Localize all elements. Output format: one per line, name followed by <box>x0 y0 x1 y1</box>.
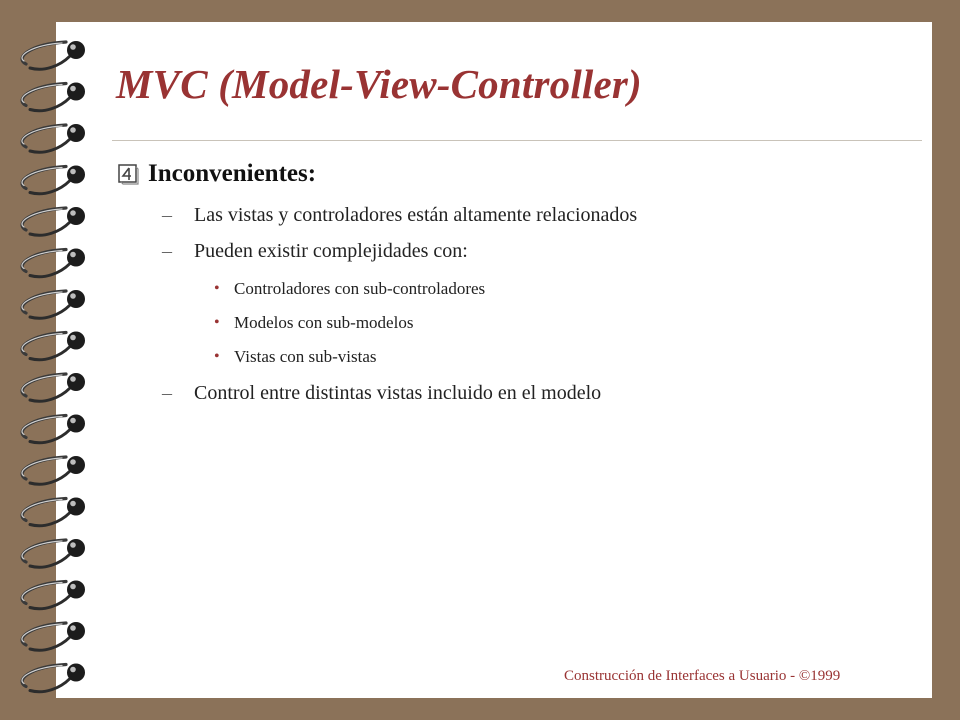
sub-list-item-text: Vistas con sub-vistas <box>234 347 377 366</box>
title-divider <box>112 140 922 141</box>
numbered-4-bullet-icon <box>116 162 140 186</box>
list-item-text: Las vistas y controladores están altamente relacionados <box>194 203 638 226</box>
sub-list-item <box>214 278 485 300</box>
dash-marker: – <box>162 381 172 404</box>
sub-list-item <box>214 346 377 368</box>
dash-marker: – <box>162 239 172 262</box>
dot-marker: • <box>214 280 220 297</box>
slide-footer: Construcción de Interfaces a Usuario - ©1999 <box>564 668 841 684</box>
list-item-text: Pueden existir complejidades con: <box>194 239 468 262</box>
heading-row <box>116 158 316 190</box>
list-item <box>162 380 601 406</box>
list-item <box>162 238 468 264</box>
slide-page <box>56 22 932 698</box>
sub-list-item <box>214 312 413 334</box>
list-item-text: Control entre distintas vistas incluido en el modelo <box>194 381 602 404</box>
dot-marker: • <box>214 348 220 365</box>
sub-list-item-text: Modelos con sub-modelos <box>234 313 414 332</box>
sub-list-item-text: Controladores con sub-controladores <box>234 279 486 298</box>
list-item <box>162 202 637 228</box>
dot-marker: • <box>214 314 220 331</box>
dash-marker: – <box>162 203 172 226</box>
slide-title: MVC (Model-View-Controller) <box>116 61 642 107</box>
heading-label: Inconvenientes: <box>148 160 317 187</box>
